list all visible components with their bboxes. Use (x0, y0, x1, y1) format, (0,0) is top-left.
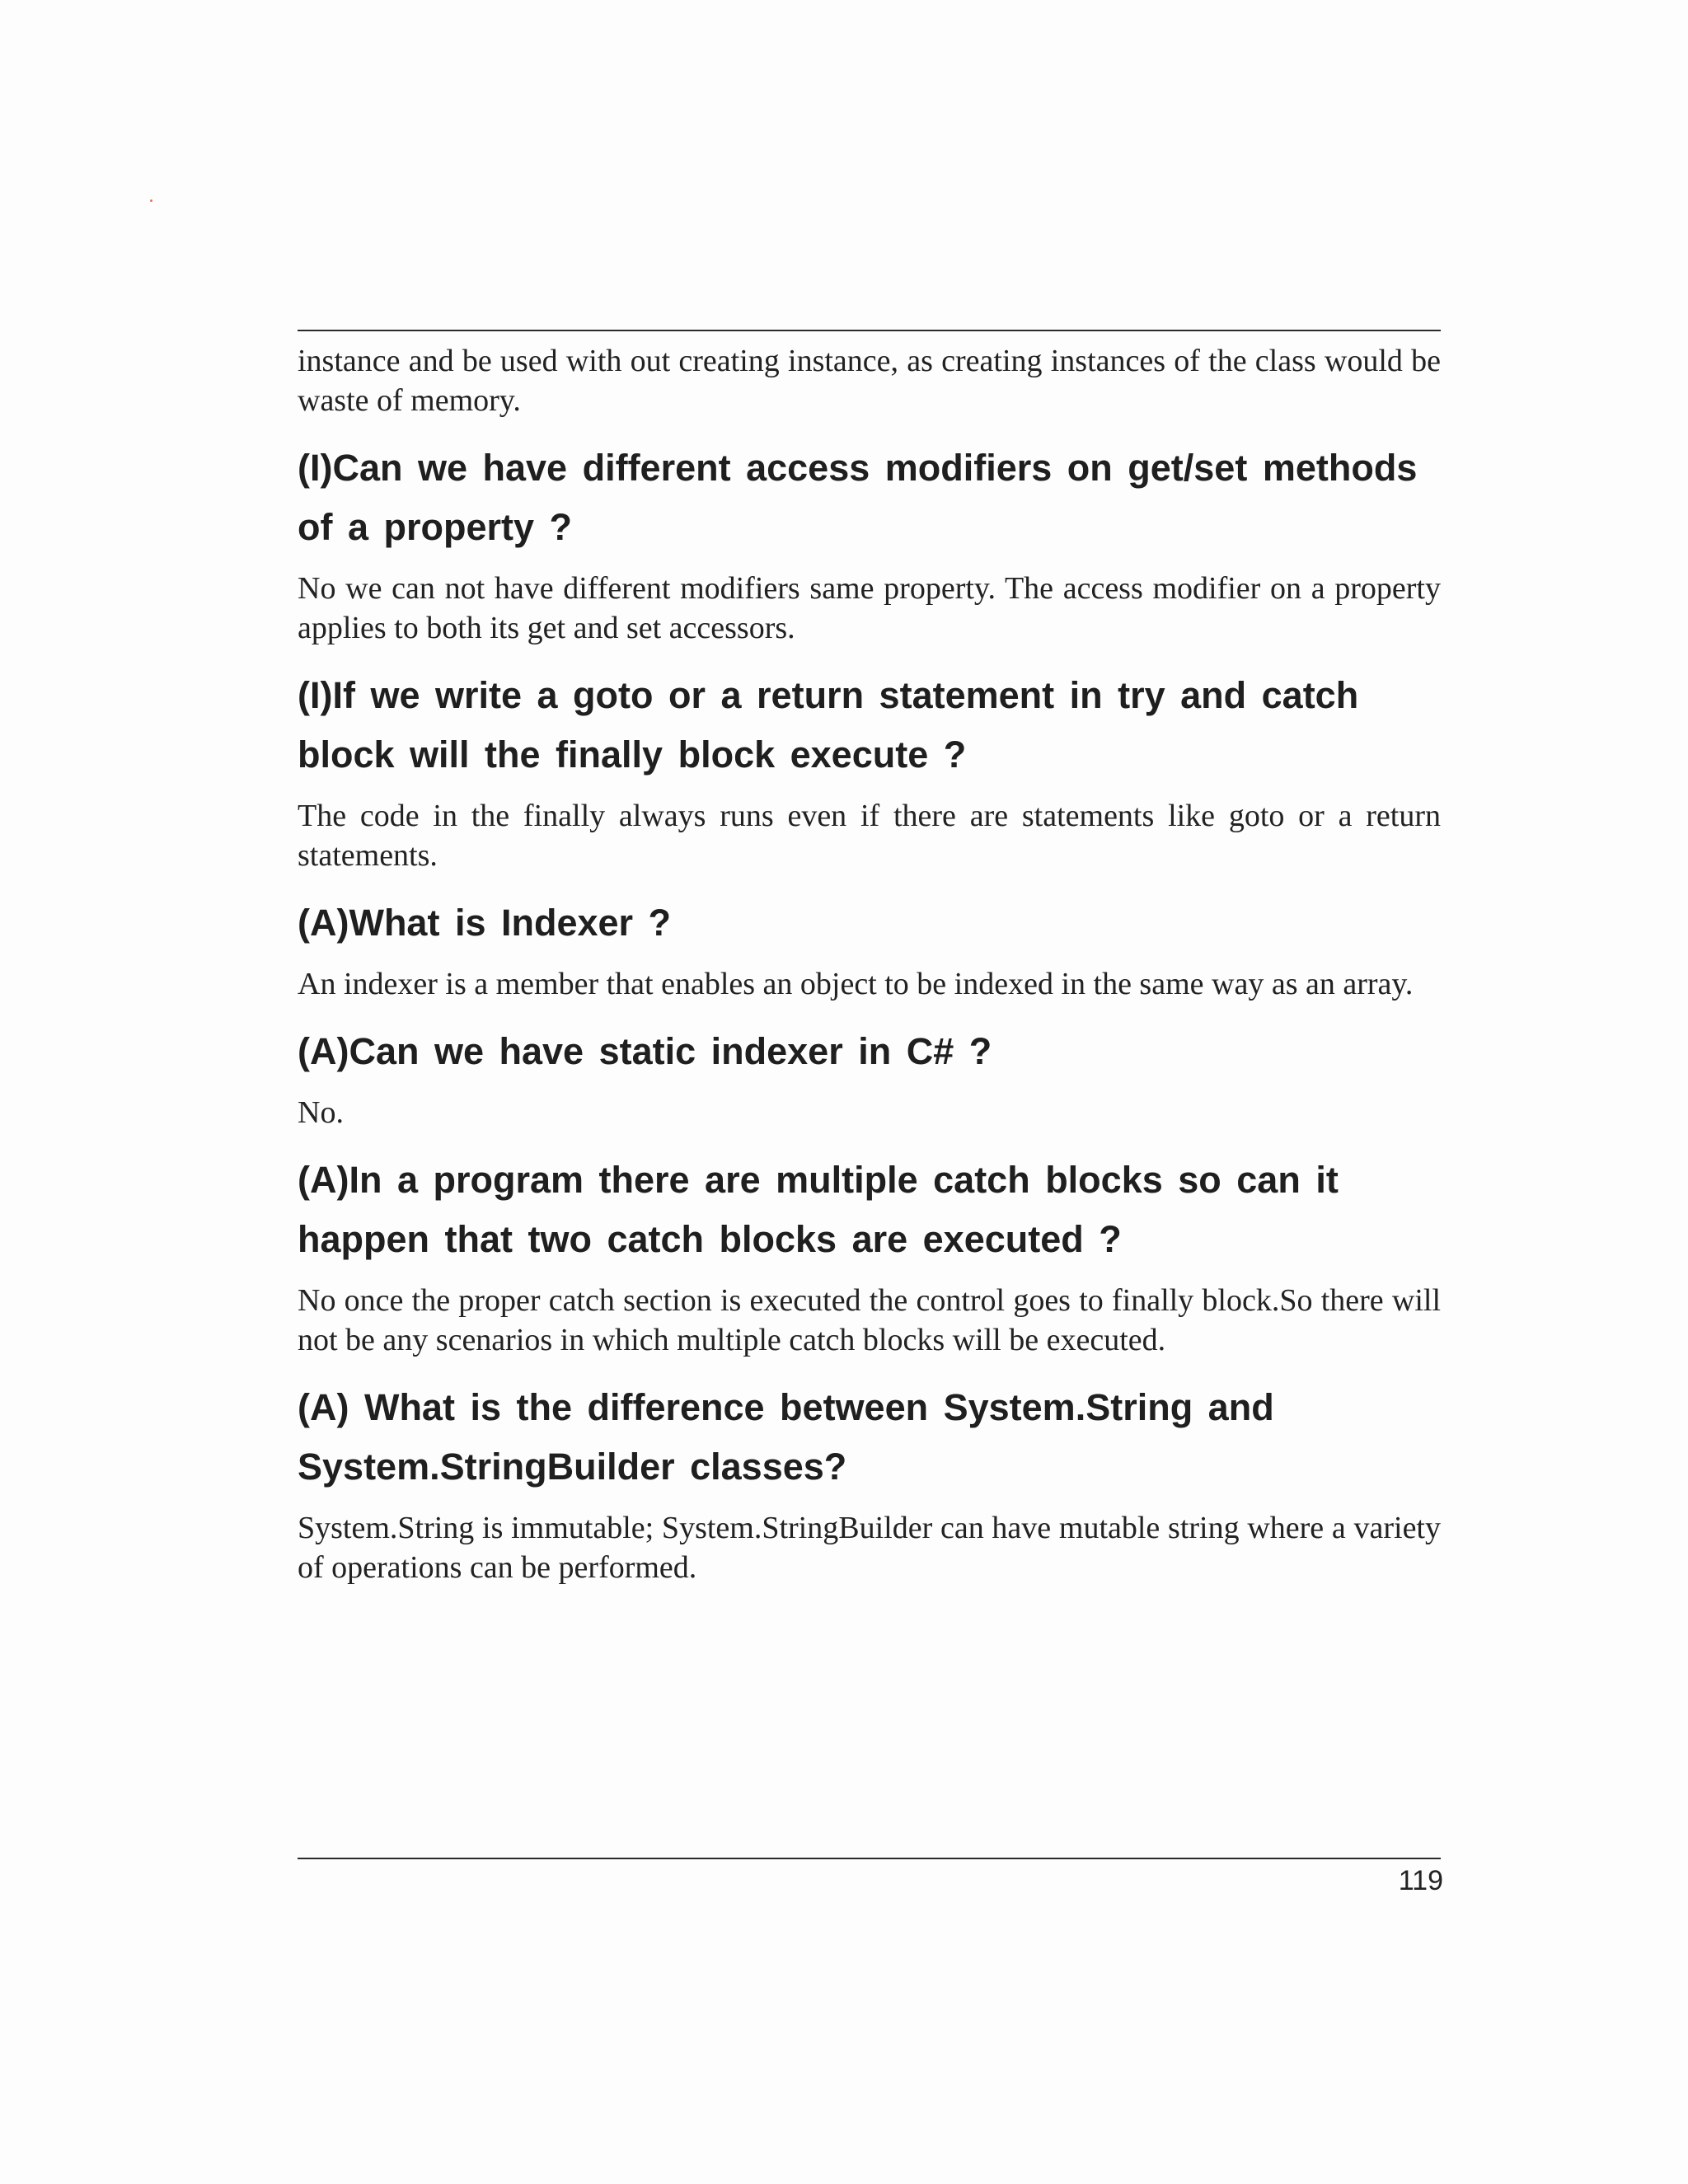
qa-item (298, 893, 1441, 1022)
question-heading: (A)In a program there are multiple catch blocks so can it happen that two catch blocks are executed ? (298, 1159, 1339, 1260)
question-heading: (A)What is Indexer ? (298, 902, 672, 944)
question-heading: (A) What is the difference between System.String and System.StringBuilder classes? (298, 1386, 1274, 1488)
question-heading: (I)Can we have different access modifiers on get/set methods of a property ? (298, 447, 1418, 548)
ink-speck (150, 199, 152, 202)
qa-item (298, 1151, 1441, 1378)
qa-item (298, 1022, 1441, 1151)
page-content (298, 341, 1441, 1587)
qa-item (298, 666, 1441, 893)
answer-paragraph: No. (298, 1095, 344, 1130)
answer-paragraph: No we can not have different modifiers same property. The access modifier on a property applies to both its get and set accessors. (298, 571, 1441, 645)
footer-rule (298, 1858, 1441, 1859)
answer-paragraph: No once the proper catch section is executed the control goes to finally block.So there will not be any scenarios in which multiple catch blocks will be executed. (298, 1283, 1441, 1357)
answer-paragraph: System.String is immutable; System.StringBuilder can have mutable string where a variety of operations can be performed. (298, 1511, 1441, 1585)
question-heading: (A)Can we have static indexer in C# ? (298, 1030, 992, 1072)
qa-item (298, 1378, 1441, 1587)
question-heading: (I)If we write a goto or a return statement in try and catch block will the finally block execute ? (298, 674, 1359, 776)
answer-paragraph: The code in the finally always runs even if there are statements like goto or a return statements. (298, 799, 1441, 873)
page-number: 119 (1398, 1865, 1443, 1896)
answer-paragraph: An indexer is a member that enables an object to be indexed in the same way as an array. (298, 967, 1414, 1001)
intro-paragraph: instance and be used with out creating instance, as creating instances of the class would be waste of memory. (298, 344, 1441, 418)
header-rule (298, 330, 1441, 331)
qa-item (298, 438, 1441, 666)
